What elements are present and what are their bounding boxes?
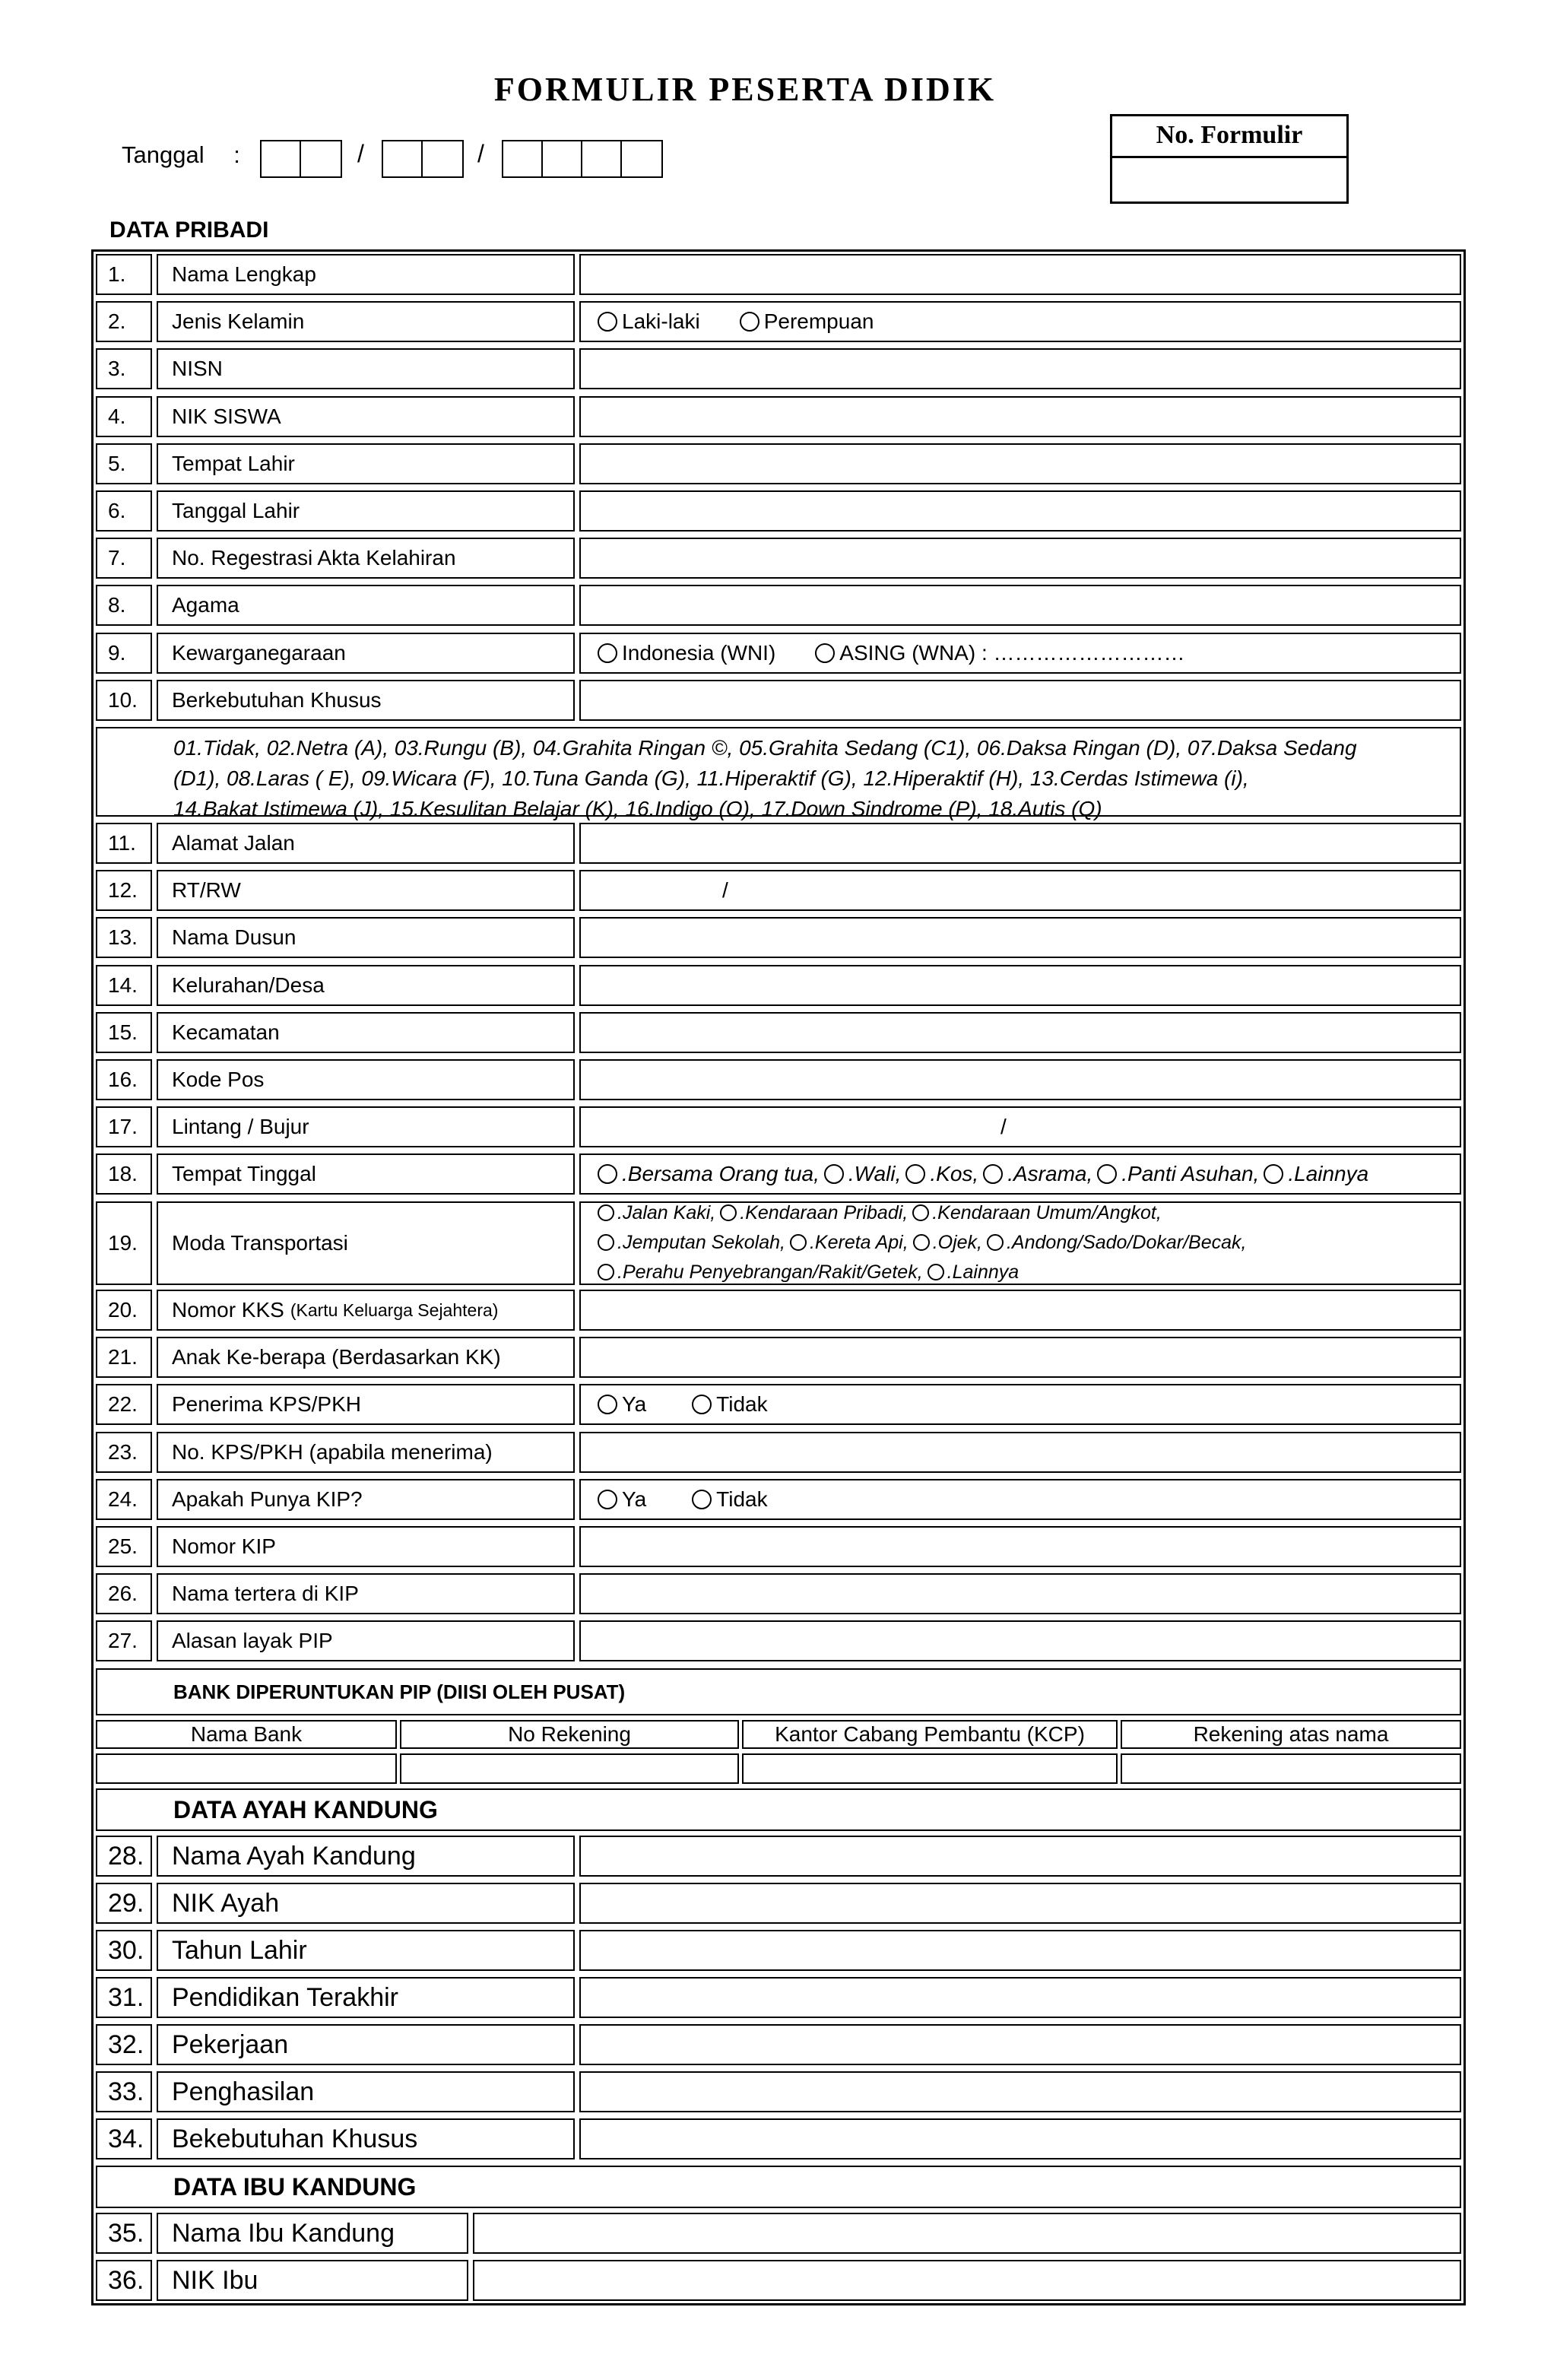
moda-option-label: .Perahu Penyebrangan/Rakit/Getek, bbox=[617, 1261, 923, 1283]
row-label-text: Penghasilan bbox=[172, 2077, 315, 2106]
row-label-text: Kode Pos bbox=[172, 1068, 265, 1091]
choice-option-label: .Asrama, bbox=[1007, 1162, 1093, 1185]
row-label: Moda Transportasi bbox=[157, 1201, 575, 1285]
row-label-text: NIK SISWA bbox=[172, 405, 281, 428]
form-row bbox=[96, 254, 1461, 295]
choice-option-label: Tidak bbox=[716, 1392, 768, 1416]
moda-option-label: .Kendaraan Pribadi, bbox=[740, 1201, 909, 1223]
row-label-text: Penerima KPS/PKH bbox=[172, 1392, 361, 1416]
row-label bbox=[157, 2213, 468, 2254]
row-label bbox=[157, 1059, 575, 1100]
choice-option-label: .Panti Asuhan, bbox=[1121, 1162, 1260, 1185]
row-label bbox=[157, 917, 575, 958]
row-value-field[interactable] bbox=[579, 633, 1461, 674]
tanggal-label bbox=[122, 141, 240, 169]
row-value-field[interactable] bbox=[579, 2024, 1461, 2065]
row-label-text: Tahun Lahir bbox=[172, 1935, 307, 1965]
section-data-pribadi: DATA PRIBADI bbox=[109, 217, 269, 243]
form-row bbox=[96, 1836, 1461, 1877]
moda-option[interactable] bbox=[912, 1201, 1162, 1226]
choice-radio-icon[interactable] bbox=[815, 643, 835, 663]
moda-radio-icon[interactable] bbox=[598, 1234, 614, 1251]
row-value-field[interactable] bbox=[579, 396, 1461, 437]
form-row bbox=[96, 2024, 1461, 2065]
choice-radio-icon[interactable] bbox=[692, 1395, 712, 1414]
bank-column-header: Nama Bank bbox=[96, 1720, 397, 1749]
row-value-field[interactable] bbox=[579, 1883, 1461, 1924]
choice-radio-icon[interactable] bbox=[983, 1164, 1003, 1184]
row-label-text: Anak Ke-berapa (Berdasarkan KK) bbox=[172, 1345, 501, 1369]
choice-option-label: .Kos, bbox=[930, 1162, 979, 1185]
row-label-text: Agama bbox=[172, 593, 239, 617]
form-row bbox=[96, 1479, 1461, 1520]
row-label bbox=[157, 538, 575, 579]
moda-radio-icon[interactable] bbox=[987, 1234, 1004, 1251]
date-month-boxes[interactable] bbox=[382, 140, 464, 178]
row-label bbox=[157, 1479, 575, 1520]
row-label-text: Alasan layak PIP bbox=[172, 1629, 333, 1652]
row-number: 33. bbox=[96, 2071, 152, 2112]
form-row bbox=[96, 1573, 1461, 1614]
row-number: 10. bbox=[96, 680, 152, 721]
row-label-text: Apakah Punya KIP? bbox=[172, 1487, 363, 1511]
row-number: 6. bbox=[96, 490, 152, 532]
row-value-field[interactable] bbox=[473, 2213, 1461, 2254]
row-number: 34. bbox=[96, 2118, 152, 2159]
form-row bbox=[96, 1526, 1461, 1567]
row-number: 14. bbox=[96, 965, 152, 1006]
row-number: 32. bbox=[96, 2024, 152, 2065]
form-row bbox=[96, 965, 1461, 1006]
row-label-text: Nama Ayah Kandung bbox=[172, 1841, 416, 1871]
row-number: 35. bbox=[96, 2213, 152, 2254]
row-label-text: Jenis Kelamin bbox=[172, 309, 305, 333]
row-value-field[interactable] bbox=[579, 1384, 1461, 1425]
moda-radio-icon[interactable] bbox=[913, 1234, 930, 1251]
choice-option-label: .Lainnya bbox=[1288, 1162, 1369, 1185]
row-value-field[interactable] bbox=[579, 585, 1461, 626]
form-row bbox=[96, 2118, 1461, 2159]
form-row bbox=[96, 301, 1461, 342]
row-value-field[interactable] bbox=[579, 1154, 1461, 1195]
choice-option[interactable] bbox=[598, 309, 700, 334]
row-value-field[interactable] bbox=[579, 1106, 1461, 1147]
row-value-field[interactable] bbox=[579, 1930, 1461, 1971]
no-formulir-field[interactable] bbox=[1112, 158, 1346, 204]
moda-option[interactable] bbox=[598, 1201, 715, 1226]
moda-option[interactable] bbox=[913, 1229, 982, 1256]
row-label bbox=[157, 2024, 575, 2065]
row-number: 13. bbox=[96, 917, 152, 958]
row-number: 29. bbox=[96, 1883, 152, 1924]
choice-radio-icon[interactable] bbox=[598, 1395, 617, 1414]
moda-option-line bbox=[598, 1229, 1251, 1258]
moda-option[interactable] bbox=[598, 1229, 785, 1256]
bank-column-header: Kantor Cabang Pembantu (KCP) bbox=[742, 1720, 1118, 1749]
row-number: 15. bbox=[96, 1012, 152, 1053]
form-row bbox=[96, 585, 1461, 626]
choice-option-label: Perempuan bbox=[763, 309, 874, 333]
choice-option[interactable] bbox=[1097, 1162, 1259, 1186]
moda-radio-icon[interactable] bbox=[598, 1264, 614, 1280]
choice-radio-icon[interactable] bbox=[824, 1164, 844, 1184]
row-label-text: Kelurahan/Desa bbox=[172, 973, 325, 997]
row-label-text: Nomor KKS bbox=[172, 1298, 284, 1322]
row-number: 9. bbox=[96, 633, 152, 674]
row-number: 5. bbox=[96, 443, 152, 484]
khusus-note-line: 14.Bakat Istimewa (J), 15.Kesulitan Belajar (K), 16.Indigo (O), 17.Down Sindrome (P), 18.Autis (Q) bbox=[173, 797, 1102, 820]
khusus-note-line: (D1), 08.Laras ( E), 09.Wicara (F), 10.Tuna Ganda (G), 11.Hiperaktif (G), 12.Hiperaktif (H), 13.Cerdas Istimewa (i), bbox=[173, 766, 1249, 790]
row-label-text: Bekebutuhan Khusus bbox=[172, 2124, 418, 2153]
date-slash-1: / bbox=[357, 140, 364, 167]
moda-option[interactable] bbox=[720, 1201, 908, 1226]
choice-option[interactable] bbox=[905, 1162, 978, 1186]
date-day-boxes[interactable] bbox=[260, 140, 342, 178]
choice-radio-icon[interactable] bbox=[1097, 1164, 1117, 1184]
row-label bbox=[157, 633, 575, 674]
choice-option[interactable] bbox=[692, 1487, 767, 1512]
row-label-text: Tanggal Lahir bbox=[172, 499, 300, 522]
form-row bbox=[96, 633, 1461, 674]
row-value-field[interactable] bbox=[579, 301, 1461, 342]
row-label bbox=[157, 2118, 575, 2159]
moda-radio-icon[interactable] bbox=[790, 1234, 807, 1251]
row-value-field[interactable] bbox=[579, 1337, 1461, 1378]
row-label bbox=[157, 1106, 575, 1147]
row-value-separator: / bbox=[722, 878, 728, 902]
moda-option-label: .Ojek, bbox=[932, 1231, 982, 1253]
moda-radio-icon[interactable] bbox=[912, 1204, 929, 1221]
row-label-text: Nama tertera di KIP bbox=[172, 1582, 359, 1605]
form-row bbox=[96, 1883, 1461, 1924]
form-row bbox=[96, 1059, 1461, 1100]
row-value-field[interactable] bbox=[579, 1836, 1461, 1877]
bank-column-value[interactable] bbox=[400, 1753, 739, 1784]
choice-option-label: Indonesia (WNI) bbox=[622, 641, 776, 665]
row-number: 8. bbox=[96, 585, 152, 626]
form-row bbox=[96, 2213, 1461, 2254]
row-value-field[interactable] bbox=[579, 1620, 1461, 1661]
row-number: 36. bbox=[96, 2260, 152, 2301]
form-row-moda-transportasi bbox=[96, 1201, 1461, 1285]
form-title: FORMULIR PESERTA DIDIK bbox=[493, 71, 997, 108]
row-value-field[interactable] bbox=[579, 348, 1461, 389]
date-year-boxes[interactable] bbox=[502, 140, 663, 178]
choice-radio-icon[interactable] bbox=[740, 312, 759, 332]
row-label-text: No. Regestrasi Akta Kelahiran bbox=[172, 546, 456, 570]
row-label bbox=[157, 823, 575, 864]
form-row bbox=[96, 823, 1461, 864]
no-formulir-box bbox=[1110, 114, 1349, 204]
moda-option-label: .Jalan Kaki, bbox=[617, 1201, 716, 1223]
form-row bbox=[96, 1432, 1461, 1473]
row-number: 28. bbox=[96, 1836, 152, 1877]
choice-option[interactable] bbox=[598, 641, 775, 665]
row-value-field[interactable] bbox=[579, 490, 1461, 532]
choice-radio-icon[interactable] bbox=[692, 1490, 712, 1509]
row-label-text: Nomor KIP bbox=[172, 1534, 276, 1558]
row-number: 11. bbox=[96, 823, 152, 864]
choice-option[interactable] bbox=[598, 1162, 820, 1186]
row-number: 4. bbox=[96, 396, 152, 437]
row-label-text: Nama Dusun bbox=[172, 925, 296, 949]
row-label bbox=[157, 490, 575, 532]
bank-section-header: BANK DIPERUNTUKAN PIP (DIISI OLEH PUSAT) bbox=[96, 1668, 1461, 1715]
row-label-text: No. KPS/PKH (apabila menerima) bbox=[172, 1440, 493, 1464]
row-label bbox=[157, 396, 575, 437]
row-label bbox=[157, 1154, 575, 1195]
form-row bbox=[96, 396, 1461, 437]
row-number: 27. bbox=[96, 1620, 152, 1661]
row-label-text: NIK Ibu bbox=[172, 2265, 258, 2295]
choice-option[interactable] bbox=[598, 1392, 646, 1417]
row-label-text: Pendidikan Terakhir bbox=[172, 1982, 398, 2012]
row-label-text: NIK Ayah bbox=[172, 1888, 280, 1918]
form-row bbox=[96, 2260, 1461, 2301]
row-label bbox=[157, 1977, 575, 2018]
choice-radio-icon[interactable] bbox=[598, 1490, 617, 1509]
row-number: 24. bbox=[96, 1479, 152, 1520]
row-value-field[interactable] bbox=[579, 2071, 1461, 2112]
row-value-field[interactable] bbox=[579, 1012, 1461, 1053]
choice-option-label: Tidak bbox=[716, 1487, 768, 1511]
form-row bbox=[96, 1384, 1461, 1425]
row-number: 12. bbox=[96, 870, 152, 911]
moda-option[interactable] bbox=[987, 1229, 1246, 1256]
form-row bbox=[96, 680, 1461, 721]
row-label-text: Nama Ibu Kandung bbox=[172, 2218, 395, 2248]
form-row bbox=[96, 1620, 1461, 1661]
moda-option-label: .Lainnya bbox=[947, 1261, 1020, 1283]
row-value-field[interactable] bbox=[473, 2260, 1461, 2301]
row-label bbox=[157, 2071, 575, 2112]
moda-radio-icon[interactable] bbox=[598, 1204, 614, 1221]
form-row bbox=[96, 1290, 1461, 1331]
row-value-field[interactable] bbox=[579, 680, 1461, 721]
form-row bbox=[96, 1012, 1461, 1053]
moda-option-label: .Kereta Api, bbox=[809, 1231, 909, 1253]
row-number: 7. bbox=[96, 538, 152, 579]
tanggal-text: Tanggal bbox=[122, 141, 205, 168]
choice-radio-icon[interactable] bbox=[598, 1164, 617, 1184]
row-number: 19. bbox=[96, 1201, 152, 1285]
form-row bbox=[96, 1106, 1461, 1147]
row-value-separator: / bbox=[1000, 1115, 1007, 1138]
date-slash-2: / bbox=[477, 140, 484, 167]
row-value-field[interactable] bbox=[579, 1290, 1461, 1331]
form-row bbox=[96, 1930, 1461, 1971]
row-label bbox=[157, 1384, 575, 1425]
row-label bbox=[157, 1526, 575, 1567]
row-label bbox=[157, 301, 575, 342]
bank-column-header: Rekening atas nama bbox=[1121, 1720, 1461, 1749]
row-label-text: Tempat Lahir bbox=[172, 452, 295, 475]
row-label bbox=[157, 1930, 575, 1971]
choice-option-label: Ya bbox=[622, 1392, 647, 1416]
moda-option[interactable] bbox=[598, 1258, 923, 1286]
choice-radio-icon[interactable] bbox=[598, 643, 617, 663]
moda-radio-icon[interactable] bbox=[928, 1264, 944, 1280]
row-label bbox=[157, 1012, 575, 1053]
tanggal-colon: : bbox=[233, 141, 240, 168]
row-label bbox=[157, 1337, 575, 1378]
section-data-ayah: DATA AYAH KANDUNG bbox=[96, 1788, 1461, 1831]
row-label-text: Nama Lengkap bbox=[172, 262, 316, 286]
form-row bbox=[96, 1154, 1461, 1195]
row-label-text: Kewarganegaraan bbox=[172, 641, 346, 665]
choice-option[interactable] bbox=[815, 641, 1184, 665]
choice-radio-icon[interactable] bbox=[598, 312, 617, 332]
row-number: 3. bbox=[96, 348, 152, 389]
row-number: 22. bbox=[96, 1384, 152, 1425]
moda-radio-icon[interactable] bbox=[720, 1204, 737, 1221]
form-row bbox=[96, 348, 1461, 389]
moda-option-line bbox=[598, 1258, 1023, 1286]
row-value-field[interactable] bbox=[579, 1479, 1461, 1520]
row-value-field[interactable] bbox=[579, 443, 1461, 484]
choice-option[interactable] bbox=[692, 1392, 767, 1417]
moda-options-field[interactable] bbox=[579, 1201, 1461, 1285]
form-row bbox=[96, 1337, 1461, 1378]
row-label bbox=[157, 965, 575, 1006]
form-row bbox=[96, 870, 1461, 911]
choice-option[interactable] bbox=[740, 309, 874, 334]
row-value-field[interactable] bbox=[579, 870, 1461, 911]
moda-option-label: .Jemputan Sekolah, bbox=[617, 1231, 785, 1253]
row-value-field[interactable] bbox=[579, 1977, 1461, 2018]
row-label bbox=[157, 1883, 575, 1924]
form-row bbox=[96, 538, 1461, 579]
row-label bbox=[157, 680, 575, 721]
row-label-text: RT/RW bbox=[172, 878, 241, 902]
bank-column-value[interactable] bbox=[96, 1753, 397, 1784]
row-label-small: (Kartu Keluarga Sejahtera) bbox=[290, 1299, 499, 1320]
row-label bbox=[157, 443, 575, 484]
bank-column-value[interactable] bbox=[1121, 1753, 1461, 1784]
row-number: 18. bbox=[96, 1154, 152, 1195]
row-number: 16. bbox=[96, 1059, 152, 1100]
row-label-text: Tempat Tinggal bbox=[172, 1162, 316, 1185]
form-row bbox=[96, 2071, 1461, 2112]
row-value-field[interactable] bbox=[579, 1432, 1461, 1473]
row-value-field[interactable] bbox=[579, 1573, 1461, 1614]
form-row bbox=[96, 1977, 1461, 2018]
choice-option[interactable] bbox=[598, 1487, 646, 1512]
row-value-field[interactable] bbox=[579, 538, 1461, 579]
choice-option-label: Ya bbox=[622, 1487, 647, 1511]
row-label-text: Berkebutuhan Khusus bbox=[172, 688, 382, 712]
row-number: 2. bbox=[96, 301, 152, 342]
row-label-text: Alamat Jalan bbox=[172, 831, 295, 855]
row-label bbox=[157, 1620, 575, 1661]
form-row bbox=[96, 917, 1461, 958]
row-number: 1. bbox=[96, 254, 152, 295]
row-value-field[interactable] bbox=[579, 917, 1461, 958]
row-number: 23. bbox=[96, 1432, 152, 1473]
moda-option-label: .Andong/Sado/Dokar/Becak, bbox=[1006, 1231, 1247, 1253]
row-value-field[interactable] bbox=[579, 1059, 1461, 1100]
moda-option-label: .Kendaraan Umum/Angkot, bbox=[932, 1201, 1162, 1223]
row-label-text: Kecamatan bbox=[172, 1020, 280, 1044]
row-label bbox=[157, 870, 575, 911]
moda-option-line bbox=[598, 1201, 1166, 1229]
row-label-text: Lintang / Bujur bbox=[172, 1115, 309, 1138]
bank-column-header: No Rekening bbox=[400, 1720, 739, 1749]
row-value-field[interactable] bbox=[579, 1526, 1461, 1567]
choice-radio-icon[interactable] bbox=[905, 1164, 925, 1184]
choice-option[interactable] bbox=[1264, 1162, 1368, 1186]
choice-option-label: Laki-laki bbox=[622, 309, 700, 333]
form-row bbox=[96, 443, 1461, 484]
row-value-field[interactable] bbox=[579, 254, 1461, 295]
row-value-field[interactable] bbox=[579, 823, 1461, 864]
row-label bbox=[157, 585, 575, 626]
choice-option-label: .Bersama Orang tua, bbox=[622, 1162, 820, 1185]
bank-column-value[interactable] bbox=[742, 1753, 1118, 1784]
form-row bbox=[96, 490, 1461, 532]
row-label bbox=[157, 1836, 575, 1877]
row-label bbox=[157, 254, 575, 295]
choice-option[interactable] bbox=[824, 1162, 902, 1186]
no-formulir-label: No. Formulir bbox=[1112, 116, 1346, 158]
row-label bbox=[157, 1432, 575, 1473]
choice-option-label: .Wali, bbox=[848, 1162, 902, 1185]
choice-option-label: ASING (WNA) : ……………………… bbox=[839, 641, 1185, 665]
section-data-ibu: DATA IBU KANDUNG bbox=[96, 2166, 1461, 2208]
row-number: 17. bbox=[96, 1106, 152, 1147]
moda-option[interactable] bbox=[928, 1258, 1020, 1286]
berkebutuhan-khusus-options bbox=[96, 727, 1461, 820]
row-value-field[interactable] bbox=[579, 965, 1461, 1006]
row-label-text: Pekerjaan bbox=[172, 2029, 289, 2059]
moda-option[interactable] bbox=[790, 1229, 909, 1256]
row-number: 25. bbox=[96, 1526, 152, 1567]
row-value-field[interactable] bbox=[579, 2118, 1461, 2159]
choice-radio-icon[interactable] bbox=[1264, 1164, 1283, 1184]
row-label bbox=[157, 1573, 575, 1614]
khusus-note-line: 01.Tidak, 02.Netra (A), 03.Rungu (B), 04.Grahita Ringan ©, 05.Grahita Sedang (C1), 06.Daksa Ringan (D), 07.Daksa Sedang bbox=[173, 736, 1357, 760]
row-label bbox=[157, 348, 575, 389]
row-number: 31. bbox=[96, 1977, 152, 2018]
row-number: 21. bbox=[96, 1337, 152, 1378]
row-label bbox=[157, 1290, 575, 1331]
row-number: 20. bbox=[96, 1290, 152, 1331]
row-label-text: NISN bbox=[172, 357, 223, 380]
choice-option[interactable] bbox=[983, 1162, 1092, 1186]
row-number: 30. bbox=[96, 1930, 152, 1971]
row-label bbox=[157, 2260, 468, 2301]
row-number: 26. bbox=[96, 1573, 152, 1614]
